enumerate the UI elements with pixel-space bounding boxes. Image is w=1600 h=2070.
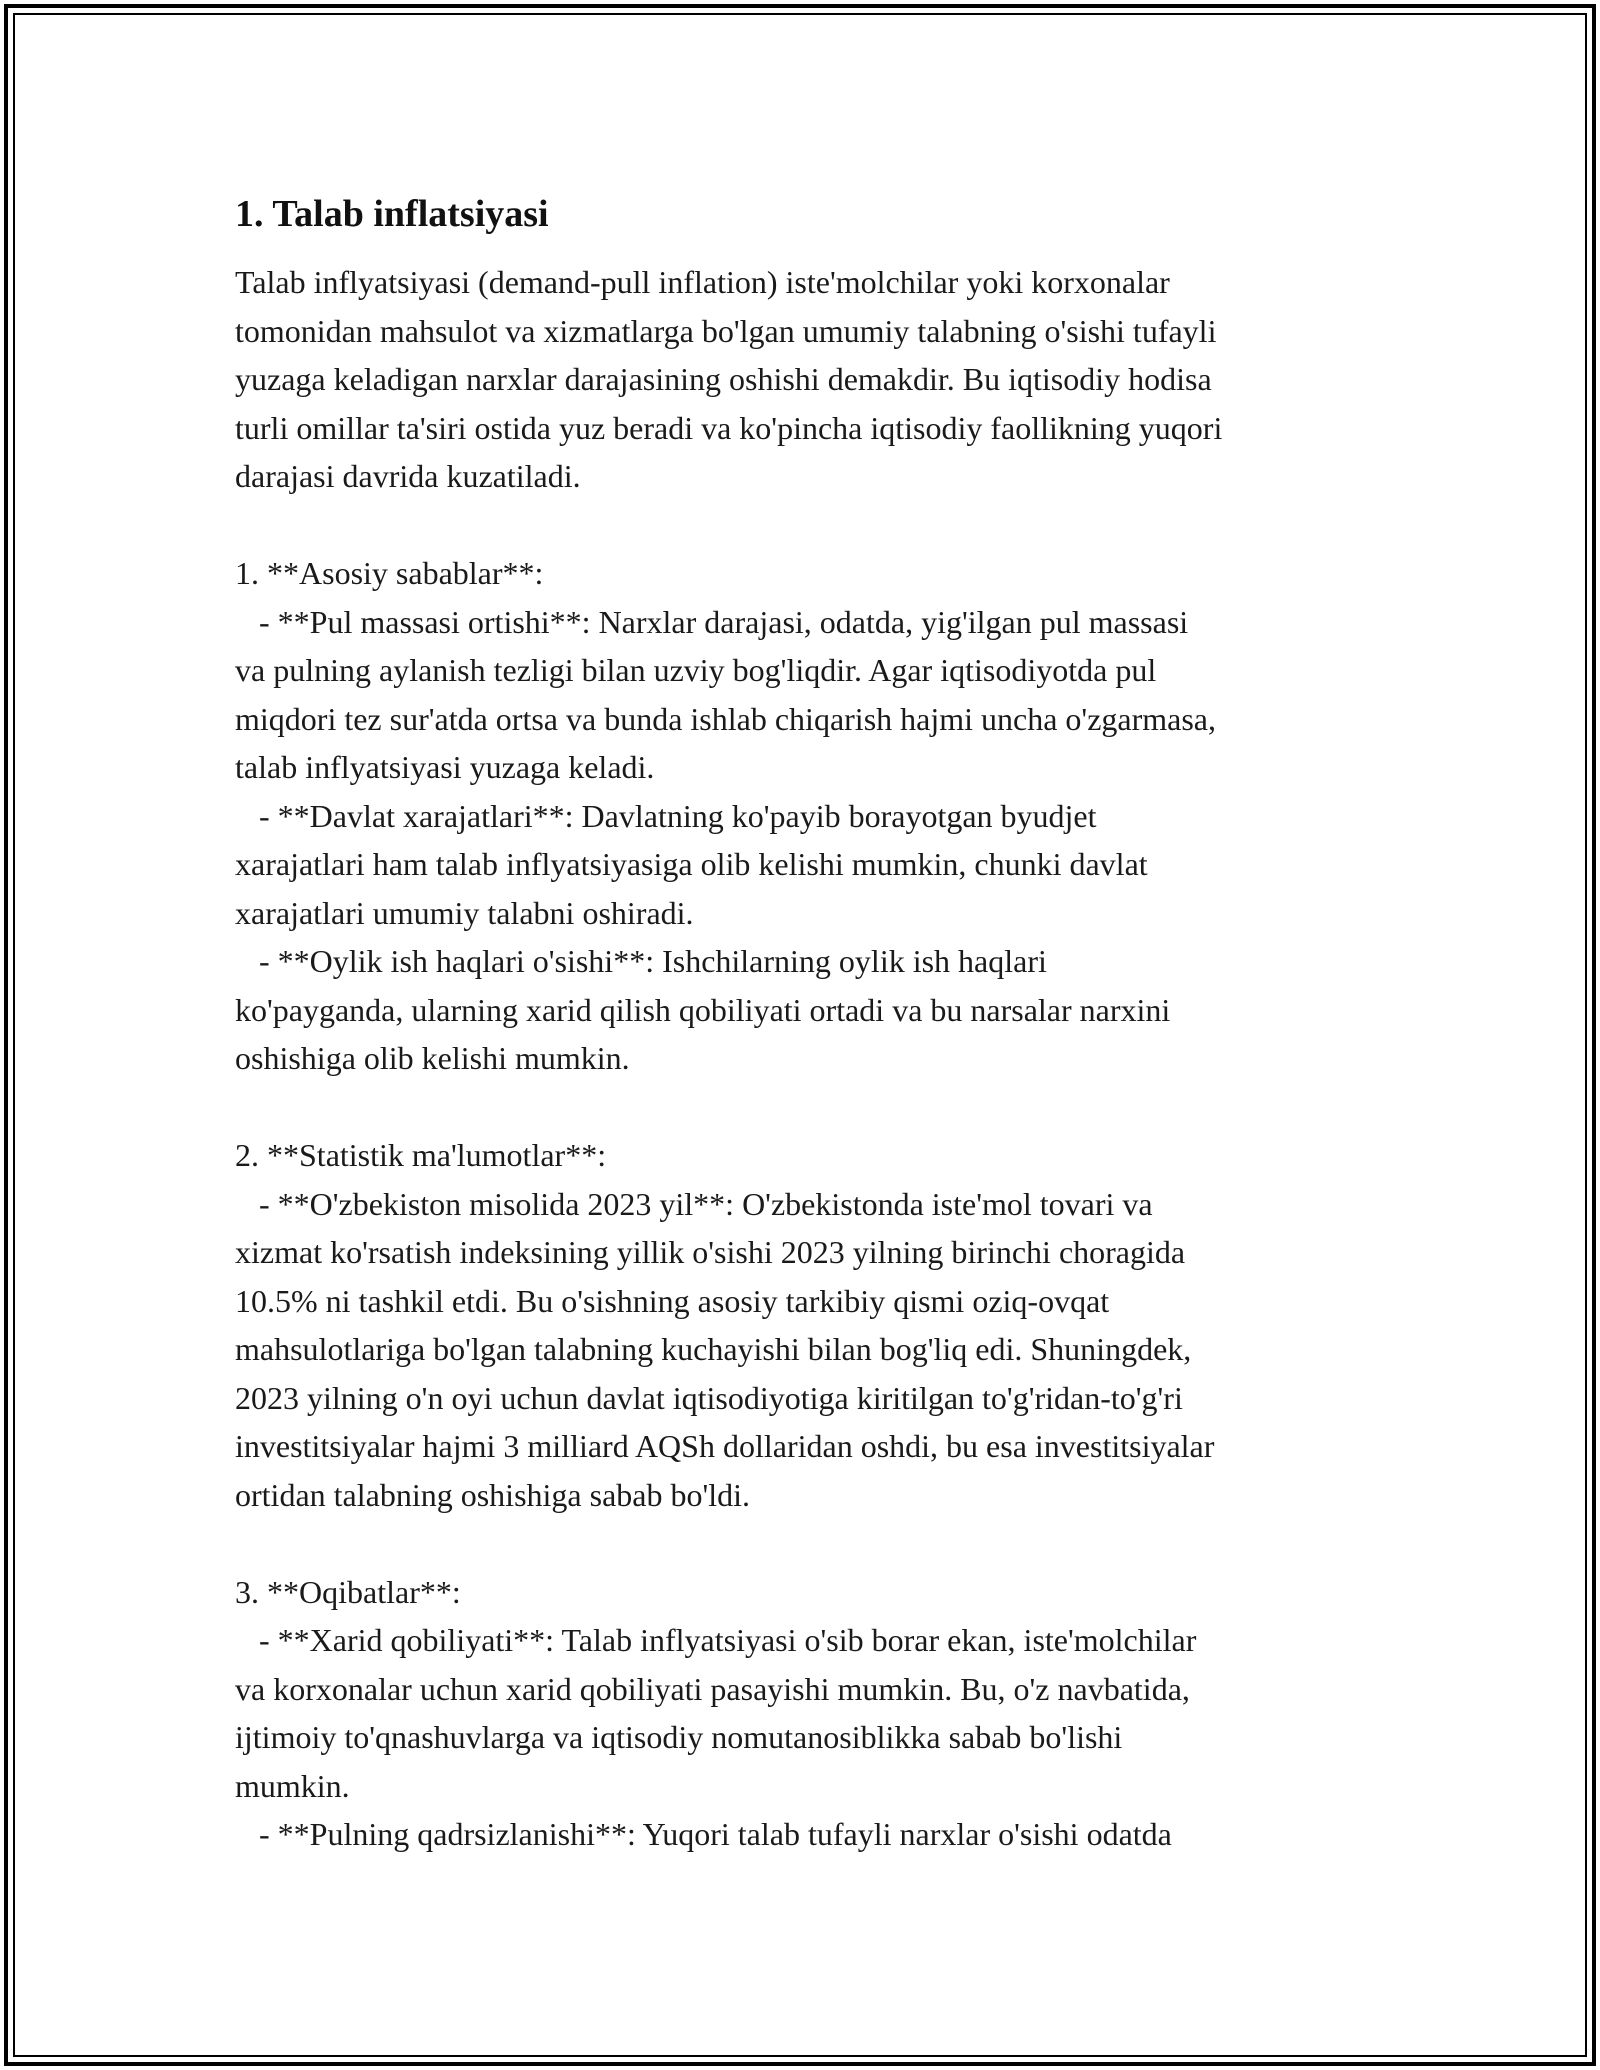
body-text: Talab inflyatsiyasi (demand-pull inflation) iste'molchilar yoki korxonalar tomonidan mahsulot va xizmatlarga bo'lgan umumiy talabning o'sishi tufayli yuzaga keladigan narxlar darajasining oshishi demakdir. Bu iqtisodiy hodisa turli omillar ta'siri ostida yuz beradi va ko'pincha iqtisodiy faollikning yuqori darajasi davrida kuzatiladi. 1. **Asosiy sabablar**: - **Pul massasi ortishi**: Narxlar darajasi, odatda, yig'ilgan pul massasi va pulning aylanish tezligi bilan uzviy bog'liqdir. Agar iqtisodiyotda pul miqdori tez sur'atda ortsa va bunda ishlab chiqarish hajmi uncha o'zgarmasa, talab inflyatsiyasi yuzaga keladi. - **Davlat xarajatlari**: Davlatning ko'payib borayotgan byudjet xarajatlari ham talab inflyatsiyasiga olib kelishi mumkin, chunki davlat xarajatlari umumiy talabni oshiradi. - **Oylik ish haqlari o'sishi**: Ishchilarning oylik ish haqlari ko'payganda, ularning xarid qilish qobiliyati ortadi va bu narsalar narxini oshishiga olib kelishi mumkin. 2. **Statistik ma'lumotlar**: - **O'zbekiston misolida 2023 yil**: O'zbekistonda iste'mol tovari va xizmat ko'rsatish indeksining yillik o'sishi 2023 yilning birinchi choragida 10.5% ni tashkil etdi. Bu o'sishning asosiy tarkibiy qismi oziq-ovqat mahsulotlariga bo'lgan talabning kuchayishi bilan bog'liq edi. Shuningdek, 2023 yilning o'n oyi uchun davlat iqtisodiyotiga kiritilgan to'g'ridan-to'g'ri investitsiyalar hajmi 3 milliard AQSh dollaridan oshdi, bu esa investitsiyalar ortidan talabning oshishiga sabab bo'ldi. 3. **Oqibatlar**: - **Xarid qobiliyati**: Talab inflyatsiyasi o'sib borar ekan, iste'molchilar va korxonalar uchun xarid qobiliyati pasayishi mumkin. Bu, o'z navbatida, ijtimoiy to'qnashuvlarga va iqtisodiy nomutanosiblikka sabab bo'lishi mumkin. - **Pulning qadrsizlanishi**: Yuqori talab tufayli narxlar o'sishi odatda	[235, 264, 1223, 1852]
section-heading: 1. Talab inflatsiyasi	[235, 193, 549, 235]
document-content	[235, 186, 1415, 1859]
